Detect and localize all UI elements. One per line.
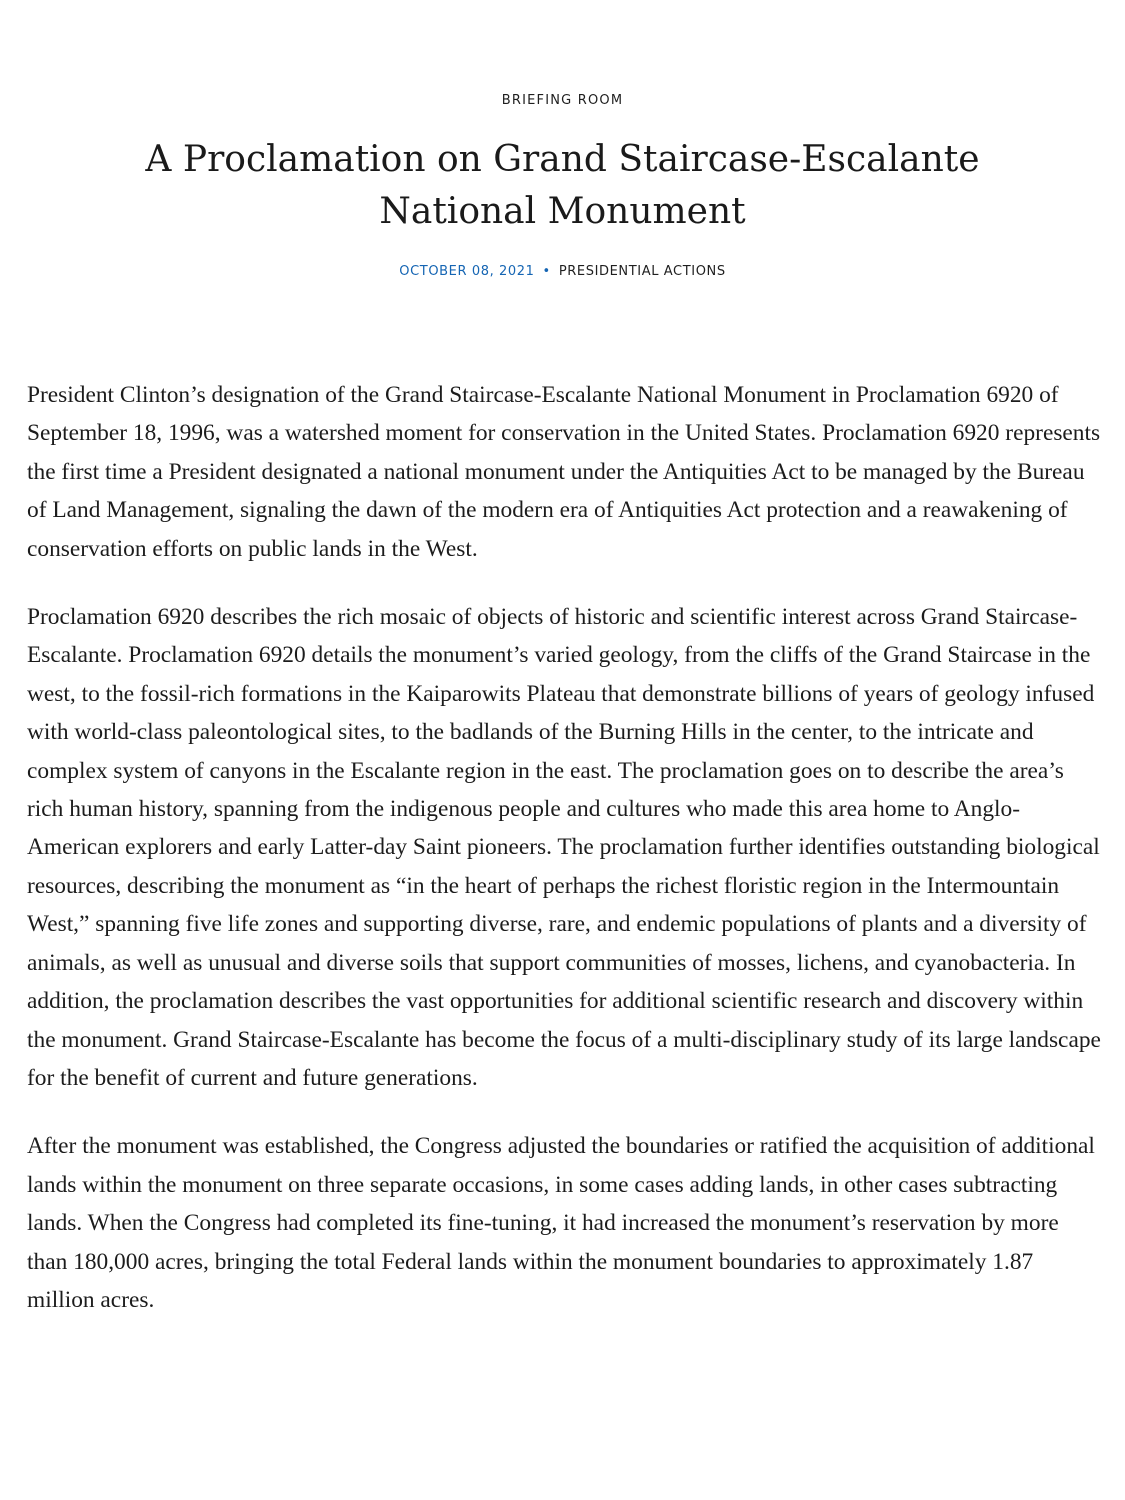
publish-date: OCTOBER 08, 2021 <box>399 264 535 279</box>
meta-separator: • <box>542 264 551 279</box>
paragraph-2: Proclamation 6920 describes the rich mosaic of objects of historic and scientific interest across Grand Staircase-Escalante. Proclamation 6920 details the monument’s varied geology, from the cliffs of the Grand Staircase in the west, to the fossil-rich formations in the Kaiparowits Plateau that demonstrate billions of years of geology infused with world-class paleontological sites, to the badlands of the Burning Hills in the center, to the intricate and complex system of canyons in the Escalante region in the east. The proclamation goes on to describe the area’s rich human history, spanning from the indigenous people and cultures who made this area home to Anglo-American explorers and early Latter-day Saint pioneers. The proclamation further identifies outstanding biological resources, describing the monument as “in the heart of perhaps the richest floristic region in the Intermountain West,” spanning five life zones and supporting diverse, rare, and endemic populations of plants and a diversity of animals, as well as unusual and diverse soils that support communities of mosses, lichens, and cyanobacteria. In addition, the proclamation describes the vast opportunities for additional scientific research and discovery within the monument. Grand Staircase-Escalante has become the focus of a multi-disciplinary study of its large landscape for the benefit of current and future generations. <box>27 604 1101 1091</box>
category-link[interactable]: PRESIDENTIAL ACTIONS <box>558 264 726 279</box>
paragraph-1: President Clinton’s designation of the Grand Staircase-Escalante National Monument in Proclamation 6920 of September 18, 1996, was a watershed moment for conservation in the United States. Proclamation 6920 represents the first time a President designated a national monument under the Antiquities Act to be managed by the Bureau of Land Management, signaling the dawn of the modern era of Antiquities Act protection and a reawakening of conservation efforts on public lands in the West. <box>27 382 1101 562</box>
article-meta <box>0 262 1125 282</box>
article-body <box>27 376 1102 1349</box>
article-header <box>0 0 1125 282</box>
page-title: A Proclamation on Grand Staircase-Escalante National Monument <box>145 139 980 232</box>
section-kicker-link[interactable]: BRIEFING ROOM <box>501 93 624 108</box>
paragraph-3: After the monument was established, the Congress adjusted the boundaries or ratified the acquisition of additional lands within the monument on three separate occasions, in some cases adding lands, in other cases subtracting lands. When the Congress had completed its fine-tuning, it had increased the monument’s reservation by more than 180,000 acres, bringing the total Federal lands within the monument boundaries to approximately 1.87 million acres. <box>27 1133 1095 1313</box>
